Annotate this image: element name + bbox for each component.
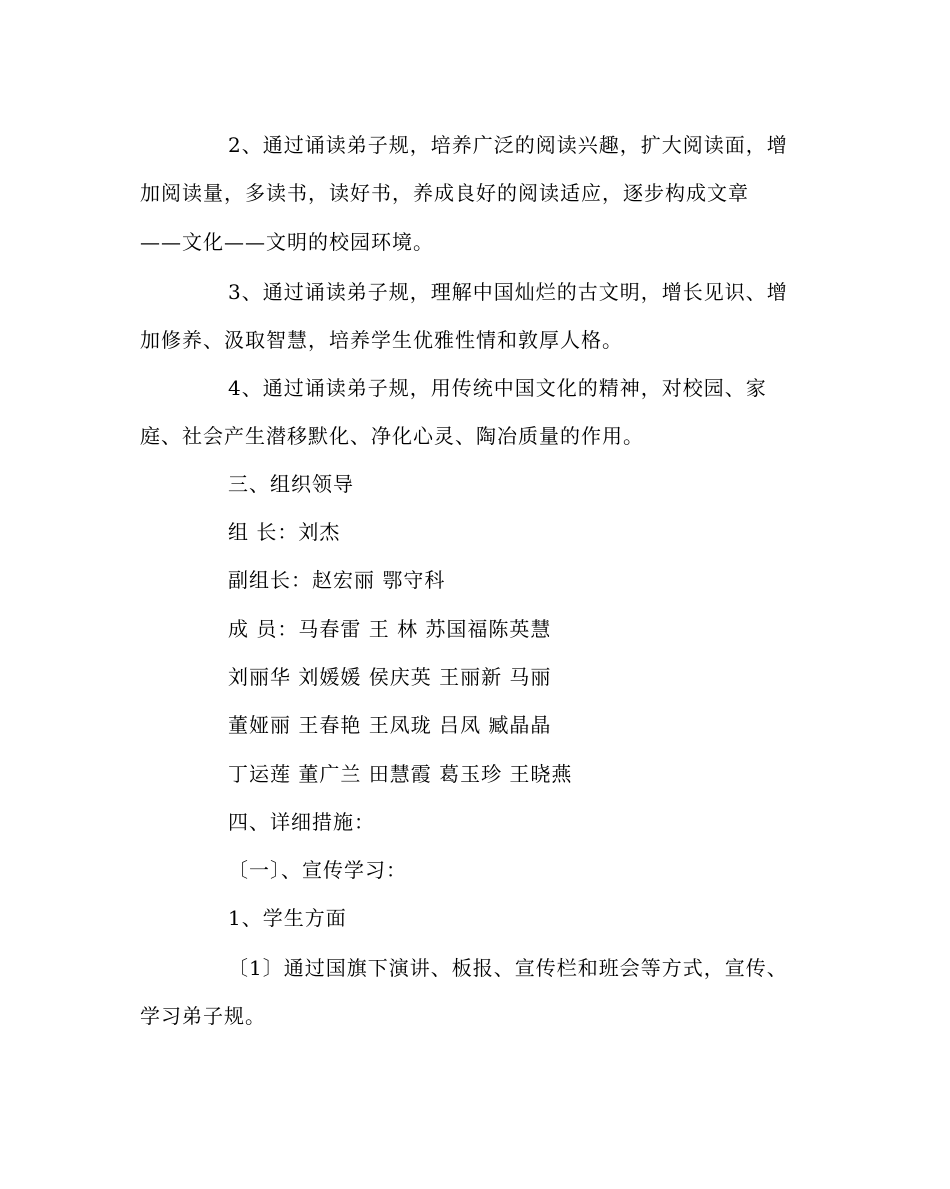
paragraph-line: 学习弟子规。: [140, 1004, 266, 1028]
section-heading: 三、组织领导: [228, 472, 354, 496]
paragraph-line: 3、通过诵读弟子规，理解中国灿烂的古文明，增长见识、增: [228, 280, 788, 304]
members-line: 丁运莲 董广兰 田慧霞 葛玉珍 王晓燕: [228, 762, 573, 786]
paragraph-line: 庭、社会产生潜移默化、净化心灵、陶冶质量的作用。: [140, 424, 644, 448]
paragraph-line: ——文化——文明的校园环境。: [140, 230, 434, 254]
paragraph-line: 4、通过诵读弟子规，用传统中国文化的精神，对校园、家: [228, 376, 767, 400]
paragraph-line: 〔1〕通过国旗下演讲、板报、宣传栏和班会等方式，宣传、: [228, 956, 788, 980]
subsection-heading: 〔一〕、宣传学习：: [228, 858, 407, 882]
members-line: 成 员：马春雷 王 林 苏国福陈英慧: [228, 617, 552, 641]
paragraph-line: 2、通过诵读弟子规，培养广泛的阅读兴趣，扩大阅读面，增: [228, 133, 788, 157]
paragraph-line: 加阅读量，多读书，读好书，养成良好的阅读适应，逐步构成文章: [140, 181, 749, 205]
section-heading: 四、详细措施：: [228, 810, 375, 834]
leader-line: 组 长：刘杰: [228, 520, 341, 544]
members-line: 刘丽华 刘媛媛 侯庆英 王丽新 马丽: [228, 665, 552, 689]
paragraph-line: 加修养、汲取智慧，培养学生优雅性情和敦厚人格。: [140, 328, 623, 352]
members-line: 董娅丽 王春艳 王凤珑 吕凤 臧晶晶: [228, 713, 552, 737]
deputy-leader-line: 副组长：赵宏丽 鄂守科: [228, 568, 446, 592]
subsection-heading: 1、学生方面: [228, 906, 347, 930]
